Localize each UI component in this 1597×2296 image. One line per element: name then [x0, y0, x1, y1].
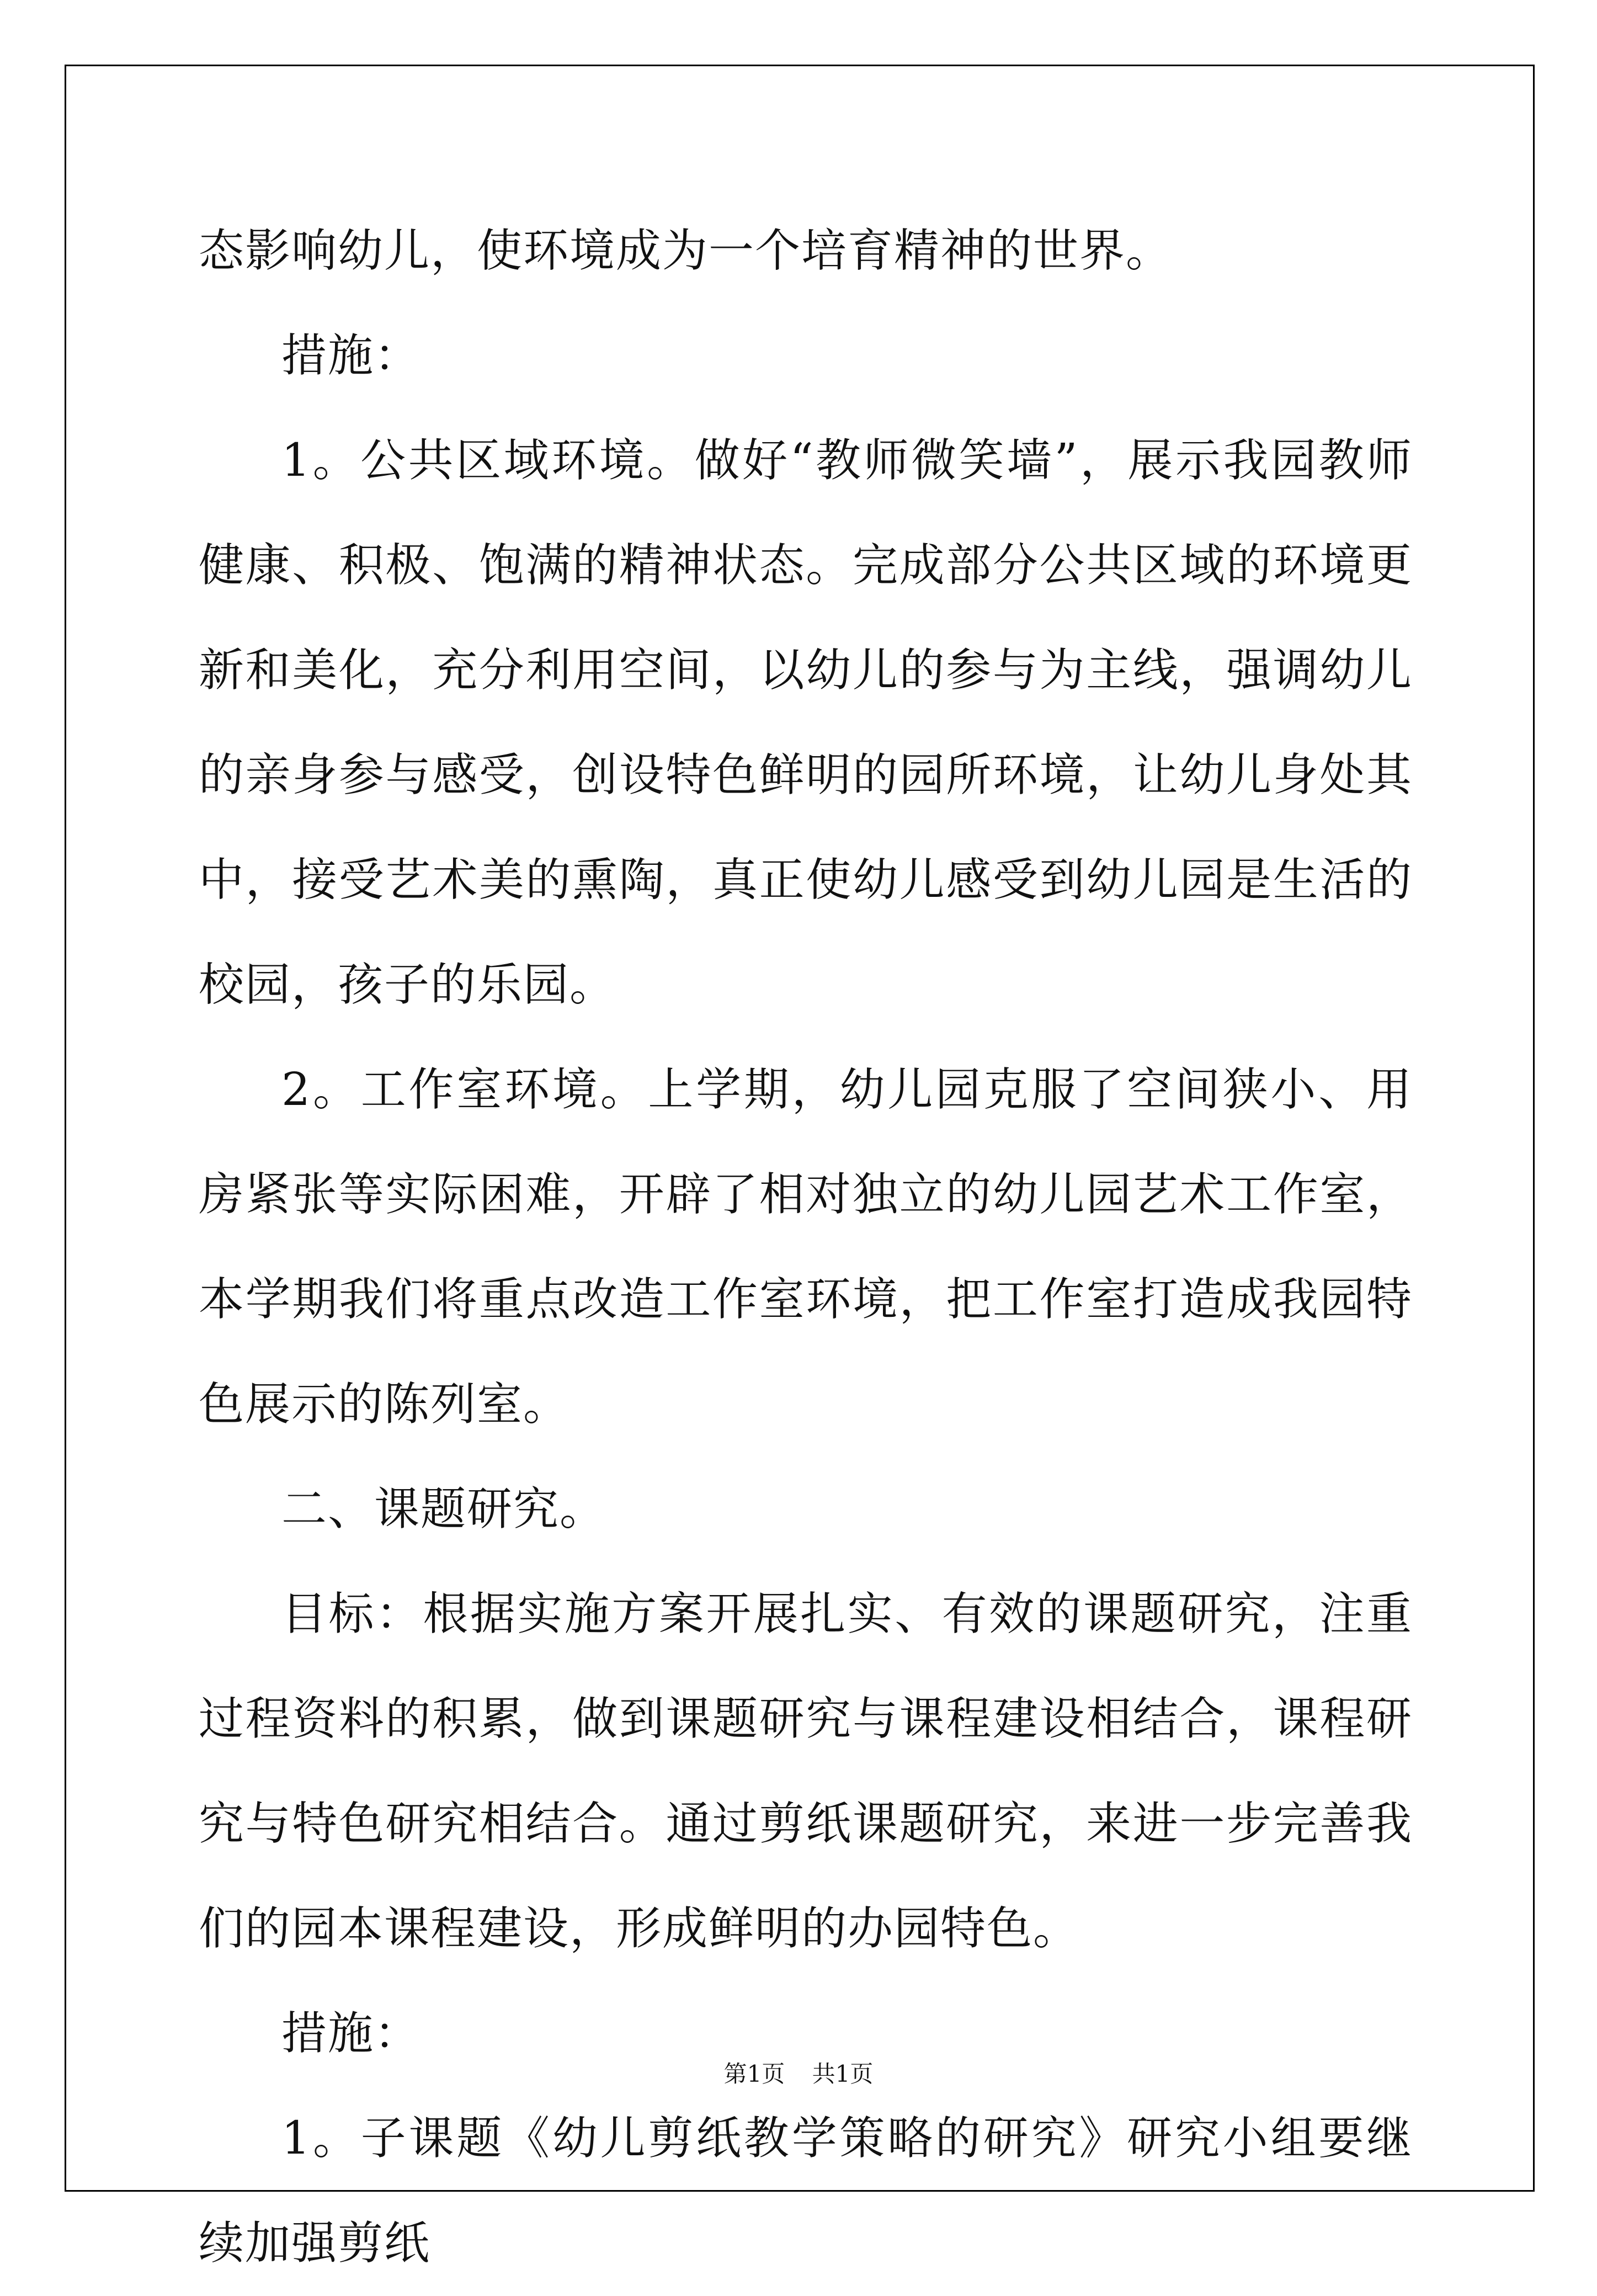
paragraph-6: 目标：根据实施方案开展扎实、有效的课题研究，注重过程资料的积累，做到课题研究与课程建设相结合，课程研究与特色研究相结合。通过剪纸课题研究，来进一步完善我们的园本课程建设，形成鲜明的办园特色。	[199, 1588, 1413, 1955]
page-number: 第1页	[723, 2060, 785, 2087]
paragraph-5: 二、课题研究。	[281, 1483, 606, 1535]
paragraph-7: 措施：	[281, 2007, 421, 2060]
paragraph-4: 2。工作室环境。上学期，幼儿园克服了空间狭小、用房紧张等实际困难，开辟了相对独立的幼儿园艺术工作室，本学期我们将重点改造工作室环境，把工作室打造成我园特色展示的陈列室。	[199, 1064, 1413, 1431]
document-body	[199, 199, 1413, 2296]
paragraph-3: 1。公共区域环境。做好“教师微笑墙”，展示我园教师健康、积极、饱满的精神状态。完成部分公共区域的环境更新和美化，充分利用空间，以幼儿的参与为主线，强调幼儿的亲身参与感受，创设特色鲜明的园所环境，让幼儿身处其中，接受艺术美的熏陶，真正使幼儿感受到幼儿园是生活的校园，孩子的乐园。	[199, 434, 1413, 1011]
page-footer	[0, 2056, 1597, 2089]
page-total: 共1页	[812, 2060, 874, 2087]
paragraph-1: 态影响幼儿，使环境成为一个培育精神的世界。	[199, 225, 1173, 277]
paragraph-2: 措施：	[281, 329, 421, 382]
paragraph-8: 1。子课题《幼儿剪纸教学策略的研究》研究小组要继续加强剪纸	[199, 2112, 1413, 2270]
